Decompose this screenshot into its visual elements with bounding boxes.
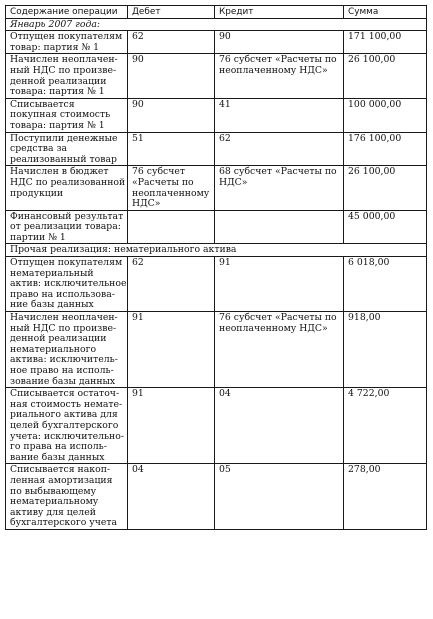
amount-value: 26 100,00 [348, 54, 396, 66]
result-label-line: партии № 1 [10, 231, 66, 243]
operation-line: средства за [10, 143, 68, 155]
operation-line: бухгалтерского учета [10, 517, 118, 529]
amount-cell [344, 257, 427, 312]
operation-line: денной реализации [10, 75, 107, 87]
operation-line: Отпущен покупателям [10, 31, 123, 43]
operation-line: Начислен неоплачен- [10, 312, 118, 324]
amount-cell [344, 312, 427, 388]
table-row [6, 312, 427, 388]
credit-line: 91 [219, 257, 231, 269]
debit-cell [128, 31, 215, 54]
amount-cell [344, 388, 427, 464]
operation-line: Списывается накоп- [10, 464, 111, 476]
operation-cell [6, 54, 128, 98]
credit-cell [215, 257, 344, 312]
debit-line: 76 субсчет [132, 166, 186, 178]
amount-value: 6 018,00 [348, 257, 390, 269]
result-amount-cell [344, 210, 427, 244]
operation-line: го права на исполь- [10, 441, 107, 453]
credit-line: 76 субсчет «Расчеты по [219, 54, 337, 66]
operation-cell [6, 312, 128, 388]
header-operation: Содержание операции [6, 6, 128, 19]
operation-cell [6, 31, 128, 54]
credit-line: 05 [219, 464, 231, 476]
debit-cell [128, 464, 215, 530]
amount-value: 171 100,00 [348, 31, 402, 43]
operation-line: нематериального [10, 343, 97, 355]
operation-line: ние базы данных [10, 299, 94, 311]
operation-line: риального актива для [10, 409, 118, 421]
amount-cell [344, 166, 427, 210]
debit-cell [128, 388, 215, 464]
result-label-line: от реализации товара: [10, 221, 121, 233]
operation-line: учета: исключительно- [10, 430, 124, 442]
operation-line: вание базы данных [10, 451, 105, 463]
operation-line: реализованный товар [10, 153, 117, 165]
debit-cell [128, 312, 215, 388]
operation-line: покупная стоимость [10, 109, 111, 121]
operation-line: зование базы данных [10, 375, 116, 387]
debit-cell [128, 257, 215, 312]
debit-line: 90 [132, 98, 144, 110]
header-row [6, 6, 427, 19]
credit-line: 68 субсчет «Расчеты по [219, 166, 337, 178]
operation-line: целей бухгалтерского [10, 419, 119, 431]
operation-line: товара: партия № 1 [10, 119, 105, 131]
section-row [6, 244, 427, 257]
header-debit: Дебет [128, 6, 215, 19]
debit-line: НДС» [132, 198, 161, 210]
debit-line: неоплаченному [132, 187, 210, 199]
debit-cell [128, 210, 215, 244]
credit-cell [215, 98, 344, 132]
credit-cell [215, 312, 344, 388]
credit-line: 41 [219, 98, 231, 110]
debit-line: 91 [132, 312, 144, 324]
operation-line: продукции [10, 187, 64, 199]
operation-line: право на использова- [10, 288, 115, 300]
result-label-cell [6, 210, 128, 244]
table-row [6, 98, 427, 132]
operation-line: Начислен в бюджет [10, 166, 109, 178]
debit-cell [128, 98, 215, 132]
amount-cell [344, 54, 427, 98]
operation-line: Начислен неоплачен- [10, 54, 118, 66]
amount-value: 176 100,00 [348, 132, 402, 144]
operation-cell [6, 98, 128, 132]
amount-cell [344, 98, 427, 132]
operation-line: НДС по реализованной [10, 176, 126, 188]
result-row [6, 210, 427, 244]
result-amount-value: 45 000,00 [348, 210, 396, 222]
section-row [6, 18, 427, 31]
amount-value: 26 100,00 [348, 166, 396, 178]
amount-cell [344, 31, 427, 54]
debit-cell [128, 166, 215, 210]
table-row [6, 54, 427, 98]
operation-line: денной реализации [10, 333, 107, 345]
result-label-line: Финансовый результат [10, 210, 124, 222]
operation-line: нематериальному [10, 496, 99, 508]
debit-line: 91 [132, 388, 144, 400]
amount-cell [344, 464, 427, 530]
debit-line: 51 [132, 132, 144, 144]
credit-cell [215, 54, 344, 98]
amount-value: 918,00 [348, 312, 381, 324]
operation-line: товар: партия № 1 [10, 41, 100, 53]
section-title-january: Январь 2007 года: [6, 18, 427, 31]
operation-line: актива: исключитель- [10, 354, 118, 366]
operation-line: ное право на исполь- [10, 365, 114, 376]
operation-line: ленная амортизация [10, 474, 113, 486]
debit-line: 62 [132, 31, 144, 43]
amount-value: 100 000,00 [348, 98, 402, 110]
credit-line: 90 [219, 31, 231, 43]
operation-line: ный НДС по произве- [10, 322, 117, 334]
credit-cell [215, 132, 344, 166]
table-row [6, 31, 427, 54]
accounting-entries-table [5, 5, 427, 530]
credit-line: 76 субсчет «Расчеты по [219, 312, 337, 324]
credit-line: НДС» [219, 176, 248, 188]
operation-line: активу для целей [10, 506, 96, 518]
debit-line: 90 [132, 54, 144, 66]
operation-cell [6, 132, 128, 166]
operation-cell [6, 166, 128, 210]
table-row [6, 257, 427, 312]
debit-cell [128, 54, 215, 98]
table-row [6, 166, 427, 210]
operation-line: актив: исключительное [10, 278, 127, 290]
operation-line: нематериальный [10, 267, 94, 279]
credit-line: 04 [219, 388, 231, 400]
credit-cell [215, 31, 344, 54]
table-body [6, 18, 427, 529]
operation-cell [6, 257, 128, 312]
operation-line: Поступили денежные [10, 132, 118, 144]
credit-line: 62 [219, 132, 231, 144]
amount-cell [344, 132, 427, 166]
amount-value: 278,00 [348, 464, 381, 476]
operation-line: Списывается [10, 98, 75, 110]
amount-value: 4 722,00 [348, 388, 390, 400]
credit-cell [215, 388, 344, 464]
operation-line: ная стоимость немате- [10, 398, 123, 410]
credit-cell [215, 210, 344, 244]
credit-cell [215, 464, 344, 530]
table-header [6, 6, 427, 19]
operation-line: по выбывающему [10, 485, 97, 497]
credit-line: неоплаченному НДС» [219, 64, 328, 76]
operation-line: ный НДС по произве- [10, 64, 117, 76]
section-title-other-sale: Прочая реализация: нематериального актива [6, 244, 427, 257]
table-row [6, 132, 427, 166]
table-row [6, 464, 427, 530]
debit-line: «Расчеты по [132, 176, 194, 188]
header-amount: Сумма [344, 6, 427, 19]
credit-cell [215, 166, 344, 210]
debit-line: 62 [132, 257, 144, 269]
operation-cell [6, 464, 128, 530]
operation-line: Отпущен покупателям [10, 257, 123, 269]
debit-line: 04 [132, 464, 144, 476]
operation-line: товара: партия № 1 [10, 86, 105, 98]
debit-cell [128, 132, 215, 166]
operation-cell [6, 388, 128, 464]
operation-line: Списывается остаточ- [10, 388, 120, 400]
credit-line: неоплаченному НДС» [219, 322, 328, 334]
header-credit: Кредит [215, 6, 344, 19]
table-row [6, 388, 427, 464]
